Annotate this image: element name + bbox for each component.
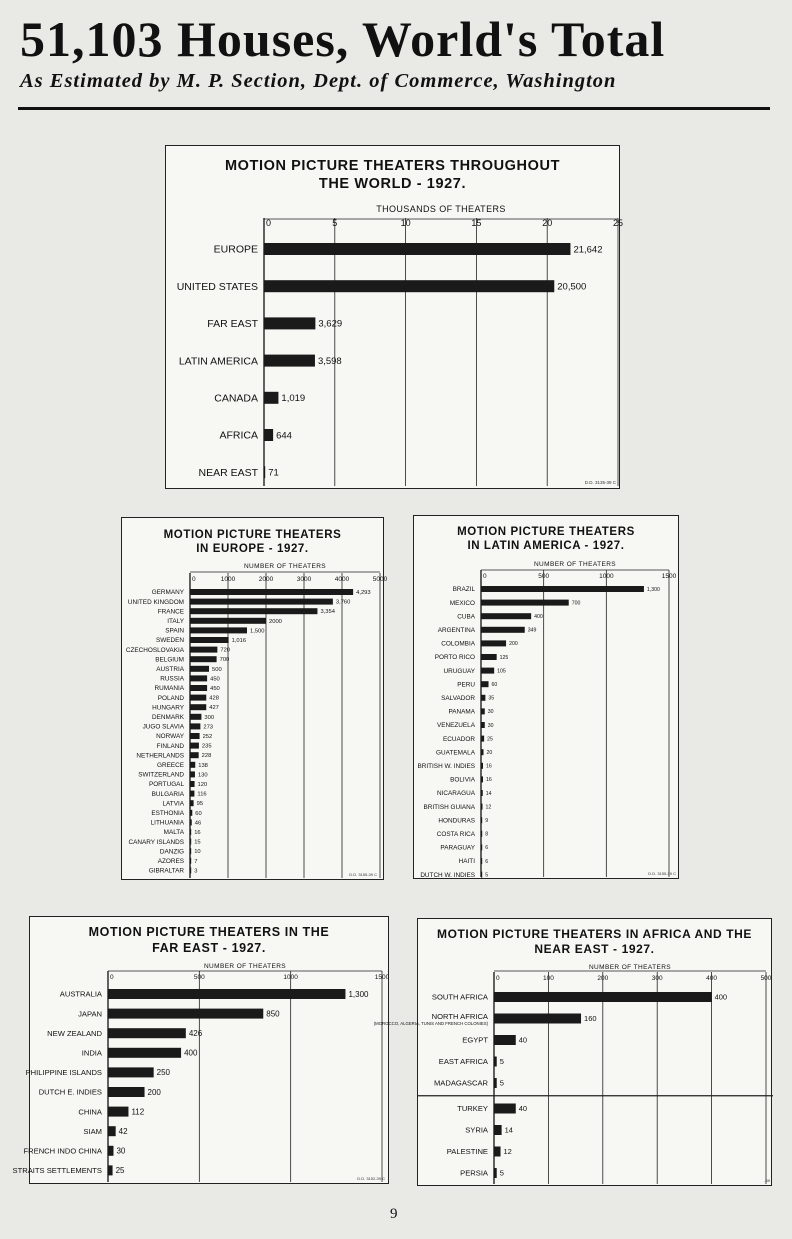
fareast-bar-dutch-e-indies — [108, 1087, 145, 1097]
africa-data-label: 40 — [518, 1104, 528, 1114]
africa-category-label: TURKEY — [457, 1104, 488, 1114]
europe-bar-rumania — [190, 685, 207, 691]
world-bar-latin-america — [264, 355, 315, 367]
europe-bar-gibraltar — [190, 867, 191, 873]
europe-data-label: 3,354 — [320, 609, 335, 616]
europe-bar-canary-islands — [190, 839, 191, 845]
world-data-label: 3,598 — [317, 355, 342, 367]
world-data-label: 20,500 — [557, 281, 587, 293]
latin-bar-mexico — [481, 600, 569, 606]
latin-bar-british-guiana — [481, 804, 483, 810]
fareast-data-label: 42 — [118, 1127, 128, 1136]
latin-bar-ecuador — [481, 736, 484, 742]
latin-data-label: 400 — [534, 614, 543, 621]
europe-tick-label: 2000 — [258, 576, 274, 583]
world-chart-plot — [166, 146, 624, 490]
africa-bar-syria — [494, 1125, 502, 1135]
latin-chart-plot — [414, 516, 680, 880]
latin-bar-colombia — [481, 640, 506, 646]
world-category-label: UNITED STATES — [176, 280, 258, 293]
header-rule — [18, 107, 770, 110]
latin-bar-british-w-indies — [481, 763, 483, 769]
latin-bar-honduras — [481, 817, 482, 823]
europe-data-label: 10 — [194, 849, 201, 856]
world-tick-label: 0 — [266, 218, 272, 228]
europe-category-label: CZECHOSLOVAKIA — [125, 646, 184, 654]
europe-category-label: POLAND — [157, 694, 184, 702]
europe-data-label: 7 — [194, 858, 198, 865]
latin-category-label: BRITISH W. INDIES — [417, 763, 475, 771]
latin-bar-peru — [481, 681, 489, 687]
africa-data-label: 5 — [499, 1168, 504, 1178]
europe-bar-france — [190, 608, 317, 614]
europe-category-label: BELGIUM — [155, 656, 184, 664]
latin-bar-brazil — [481, 586, 644, 592]
world-tick-label: 5 — [332, 218, 338, 228]
europe-tick-label: 0 — [192, 576, 196, 583]
latin-category-label: HONDURAS — [438, 817, 475, 825]
world-data-label: 3,629 — [318, 318, 343, 330]
latin-category-label: VENEZUELA — [436, 722, 475, 730]
europe-data-label: 95 — [196, 801, 204, 808]
world-footnote: D.D. 3135-39 C — [584, 480, 616, 485]
latin-data-label: 5 — [485, 872, 489, 879]
europe-category-label: UNITED KINGDOM — [127, 598, 184, 606]
europe-category-label: SWEDEN — [155, 637, 184, 645]
europe-category-label: GERMANY — [151, 589, 184, 597]
fareast-data-label: 250 — [156, 1068, 171, 1078]
fareast-category-label: SIAM — [83, 1126, 102, 1136]
fareast-bar-india — [108, 1048, 181, 1058]
world-tick-label: 25 — [612, 218, 624, 228]
latin-x-axis-label: NUMBER OF THEATERS — [533, 561, 617, 568]
latin-category-label: DUTCH W. INDIES — [420, 871, 475, 879]
latin-data-label: 16 — [486, 763, 492, 770]
europe-category-label: GIBRALTAR — [148, 867, 184, 875]
europe-category-label: SPAIN — [165, 627, 184, 635]
europe-tick-label: 3000 — [296, 576, 312, 583]
africa-footnote: -39 — [764, 1178, 770, 1183]
fareast-bar-french-indo-china — [108, 1146, 113, 1156]
world-title-line2: THE WORLD - 1927. — [318, 176, 467, 193]
europe-bar-spain — [190, 627, 247, 633]
europe-data-label: 450 — [210, 686, 220, 693]
africa-data-label: 160 — [584, 1014, 597, 1024]
europe-bar-azores — [190, 858, 191, 864]
latin-data-label: 60 — [491, 682, 498, 689]
europe-data-label: 4,293 — [356, 590, 371, 597]
africa-data-label: 400 — [714, 992, 728, 1002]
europe-data-label: 273 — [203, 724, 214, 731]
latin-data-label: 12 — [485, 804, 492, 811]
europe-category-label: RUSSIA — [160, 675, 184, 683]
europe-category-label: JUGO SLAVIA — [142, 723, 184, 731]
world-tick-label: 15 — [471, 218, 482, 228]
europe-x-axis-label: NUMBER OF THEATERS — [243, 563, 327, 570]
europe-bar-denmark — [190, 714, 201, 720]
latin-data-label: 30 — [487, 722, 494, 729]
europe-title-line2: IN EUROPE - 1927. — [196, 543, 309, 556]
africa-category-label: NORTH AFRICA — [431, 1012, 488, 1022]
europe-bar-bulgaria — [190, 791, 194, 797]
europe-category-label: FRANCE — [157, 608, 184, 616]
africa-title-line2: NEAR EAST - 1927. — [534, 942, 655, 956]
europe-data-label: 450 — [210, 676, 220, 683]
fareast-category-label: DUTCH E. INDIES — [38, 1087, 102, 1097]
latin-data-label: 35 — [488, 695, 495, 702]
world-tick-label: 20 — [542, 218, 553, 228]
europe-title-line1: MOTION PICTURE THEATERS — [163, 529, 342, 541]
europe-theaters-chart — [121, 517, 388, 880]
europe-data-label: 252 — [202, 734, 213, 741]
latin-title-line1: MOTION PICTURE THEATERS — [457, 526, 635, 538]
latin-category-label: BRAZIL — [452, 586, 475, 594]
latin-data-label: 9 — [485, 818, 489, 825]
latin-bar-porto-rico — [481, 654, 497, 660]
world-bar-united-states — [264, 280, 554, 292]
africa-bar-persia — [494, 1168, 497, 1178]
latin-data-label: 6 — [485, 858, 489, 865]
page-number: 9 — [390, 1206, 398, 1222]
fareast-tick-label: 1500 — [374, 974, 390, 981]
latin-category-label: HAITI — [458, 858, 475, 866]
latin-category-label: SALVADOR — [441, 695, 475, 703]
world-category-label: NEAR EAST — [198, 466, 258, 479]
world-bar-africa — [264, 429, 273, 441]
latin-data-label: 105 — [497, 668, 506, 675]
fareast-chart-plot — [12, 917, 390, 1185]
far-east-theaters-chart — [12, 916, 390, 1184]
latin-bar-guatemala — [481, 749, 484, 755]
europe-bar-lithuania — [190, 819, 192, 825]
fareast-category-label: CHINA — [78, 1107, 102, 1117]
africa-category-label: SYRIA — [465, 1125, 488, 1135]
latin-category-label: NICARAGUA — [437, 790, 475, 798]
world-category-label: EUROPE — [213, 243, 258, 256]
europe-bar-austria — [190, 666, 209, 672]
page-headline: 51,103 Houses, World's Total — [20, 11, 666, 67]
world-bar-canada — [264, 392, 278, 404]
europe-category-label: HUNGARY — [152, 704, 184, 712]
latin-data-label: 6 — [485, 845, 489, 852]
fareast-data-label: 200 — [147, 1087, 161, 1097]
europe-category-label: ESTHONIA — [151, 810, 184, 818]
fareast-category-label: PHILIPPINE ISLANDS — [25, 1068, 102, 1078]
world-category-label: CANADA — [214, 392, 258, 405]
africa-bar-north-africa — [494, 1014, 581, 1024]
fareast-category-label: STRAITS SETTLEMENTS — [12, 1166, 102, 1176]
europe-footnote: D.D. 3155-39 C — [349, 872, 377, 877]
europe-chart-plot — [122, 518, 388, 881]
africa-bar-madagascar — [494, 1078, 497, 1088]
world-category-label: FAR EAST — [207, 318, 258, 331]
africa-data-label: 14 — [504, 1125, 513, 1135]
latin-category-label: ECUADOR — [443, 735, 475, 743]
europe-bar-russia — [190, 675, 207, 681]
europe-data-label: 60 — [195, 810, 202, 817]
latin-title-line2: IN LATIN AMERICA - 1927. — [467, 540, 625, 553]
latin-bar-uruguay — [481, 668, 494, 674]
africa-bar-egypt — [494, 1035, 516, 1045]
world-data-label: 21,642 — [573, 244, 603, 256]
europe-bar-switzerland — [190, 771, 195, 777]
world-data-label: 71 — [268, 467, 279, 479]
europe-data-label: 1,500 — [250, 628, 265, 635]
europe-category-label: RUMANIA — [154, 685, 184, 693]
world-bar-europe — [264, 243, 570, 255]
europe-category-label: SWITZERLAND — [138, 771, 184, 779]
europe-bar-portugal — [190, 781, 195, 787]
europe-category-label: AUSTRIA — [156, 666, 184, 674]
fareast-footnote: D.D. 3152-39 C — [357, 1176, 385, 1181]
latin-category-label: PANAMA — [448, 708, 475, 716]
latin-data-label: 125 — [499, 654, 509, 661]
latin-category-label: PARAGUAY — [440, 844, 475, 852]
europe-bar-danzig — [190, 848, 191, 854]
europe-data-label: 116 — [197, 791, 207, 798]
fareast-data-label: 426 — [188, 1029, 203, 1038]
europe-bar-united-kingdom — [190, 599, 333, 605]
europe-data-label: 1,016 — [231, 638, 247, 645]
europe-data-label: 700 — [219, 657, 230, 664]
world-data-label: 644 — [276, 430, 292, 442]
latin-data-label: 700 — [571, 600, 581, 607]
latin-bar-paraguay — [481, 844, 482, 850]
fareast-category-label: FRENCH INDO CHINA — [23, 1146, 102, 1156]
europe-data-label: 228 — [201, 753, 212, 760]
page-subheadline: As Estimated by M. P. Section, Dept. of Commerce, Washington — [20, 70, 617, 92]
fareast-tick-label: 0 — [110, 974, 114, 981]
latin-footnote: D.D. 3155-39 C — [648, 871, 676, 876]
fareast-data-label: 112 — [131, 1107, 145, 1117]
latin-category-label: CUBA — [457, 613, 475, 621]
europe-category-label: DANZIG — [159, 848, 184, 856]
europe-data-label: 46 — [194, 820, 202, 827]
latin-bar-venezuela — [481, 722, 485, 728]
latin-category-label: COLOMBIA — [441, 640, 475, 648]
europe-bar-norway — [190, 733, 200, 739]
world-tick-label: 10 — [400, 218, 411, 228]
latin-bar-costa-rica — [481, 831, 482, 837]
africa-category-note: (MOROCCO, ALGERIA, TUNIS AND FRENCH COLONIES) — [373, 1021, 488, 1026]
latin-category-label: GUATEMALA — [436, 749, 475, 757]
europe-bar-poland — [190, 695, 206, 701]
africa-tick-label: 200 — [597, 975, 609, 982]
africa-category-label: EAST AFRICA — [438, 1057, 488, 1067]
fareast-category-label: JAPAN — [78, 1009, 102, 1019]
world-data-label: 1,019 — [281, 393, 306, 405]
europe-data-label: 16 — [194, 830, 201, 837]
europe-category-label: AZORES — [157, 858, 184, 866]
europe-data-label: 500 — [212, 666, 222, 673]
europe-tick-label: 1000 — [220, 576, 236, 583]
world-title-line1: MOTION PICTURE THEATERS THROUGHOUT — [224, 158, 561, 174]
europe-category-label: DENMARK — [152, 714, 184, 722]
fareast-bar-japan — [108, 1009, 263, 1019]
africa-title-line1: MOTION PICTURE THEATERS IN AFRICA AND THE — [436, 927, 753, 941]
europe-bar-belgium — [190, 656, 217, 662]
europe-data-label: 2000 — [269, 618, 282, 625]
europe-category-label: CANARY ISLANDS — [128, 838, 184, 846]
latin-data-label: 20 — [486, 750, 493, 757]
latin-bar-nicaragua — [481, 790, 483, 796]
latin-category-label: PERU — [457, 681, 475, 689]
europe-tick-label: 4000 — [334, 576, 350, 583]
fareast-data-label: 1,300 — [348, 989, 369, 999]
latin-category-label: MEXICO — [449, 599, 475, 607]
world-bar-far-east — [264, 317, 315, 329]
latin-category-label: BOLIVIA — [450, 776, 475, 784]
latin-bar-salvador — [481, 695, 485, 701]
latin-data-label: 25 — [487, 736, 493, 743]
world-x-axis-label: THOUSANDS OF THEATERS — [376, 204, 506, 214]
africa-data-label: 5 — [499, 1078, 504, 1088]
europe-data-label: 3,760 — [335, 599, 351, 606]
africa-tick-label: 0 — [496, 975, 500, 982]
europe-data-label: 300 — [204, 714, 215, 721]
europe-category-label: PORTUGAL — [148, 781, 184, 789]
africa-tick-label: 100 — [542, 975, 554, 982]
world-bar-near-east — [264, 466, 265, 478]
africa-tick-label: 300 — [651, 975, 663, 982]
latin-bar-haiti — [481, 858, 482, 864]
europe-category-label: ITALY — [167, 618, 184, 626]
latin-category-label: COSTA RICA — [436, 831, 475, 839]
latin-tick-label: 1500 — [661, 573, 677, 580]
fareast-tick-label: 1000 — [283, 974, 298, 981]
europe-bar-netherlands — [190, 752, 199, 758]
europe-bar-finland — [190, 743, 199, 749]
fareast-data-label: 850 — [266, 1009, 280, 1019]
world-category-label: LATIN AMERICA — [178, 355, 258, 368]
latin-tick-label: 500 — [538, 573, 550, 580]
europe-bar-jugo-slavia — [190, 723, 200, 729]
fareast-title-line2: FAR EAST - 1927. — [152, 940, 266, 955]
latin-data-label: 30 — [487, 709, 494, 716]
fareast-data-label: 400 — [184, 1048, 198, 1058]
latin-data-label: 349 — [527, 627, 537, 634]
europe-bar-czechoslovakia — [190, 647, 217, 653]
latin-data-label: 1,300 — [646, 586, 660, 593]
africa-category-label: SOUTH AFRICA — [431, 992, 488, 1002]
fareast-category-label: INDIA — [81, 1048, 102, 1058]
europe-tick-label: 5000 — [372, 576, 388, 583]
europe-bar-malta — [190, 829, 191, 835]
latin-bar-cuba — [481, 613, 531, 619]
fareast-data-label: 25 — [115, 1166, 125, 1176]
europe-category-label: BULGARIA — [151, 790, 184, 798]
africa-category-label: EGYPT — [462, 1035, 488, 1045]
fareast-bar-philippine-islands — [108, 1067, 154, 1077]
europe-data-label: 427 — [209, 705, 219, 712]
latin-category-label: URUGUAY — [443, 667, 475, 675]
fareast-category-label: AUSTRALIA — [59, 989, 102, 999]
europe-bar-esthonia — [190, 810, 192, 816]
latin-bar-dutch-w-indies — [481, 872, 482, 878]
europe-category-label: GREECE — [157, 762, 184, 770]
fareast-data-label: 30 — [116, 1146, 126, 1156]
europe-data-label: 15 — [194, 839, 201, 846]
europe-category-label: LITHUANIA — [150, 819, 184, 827]
africa-bar-palestine — [494, 1147, 501, 1157]
europe-bar-germany — [190, 589, 353, 595]
africa-tick-label: 500 — [760, 975, 772, 982]
africa-bar-south-africa — [494, 992, 712, 1002]
europe-category-label: MALTA — [163, 829, 184, 837]
europe-category-label: NETHERLANDS — [136, 752, 184, 760]
europe-bar-italy — [190, 618, 266, 624]
latin-tick-label: 1000 — [599, 573, 614, 580]
europe-bar-sweden — [190, 637, 229, 643]
fareast-bar-siam — [108, 1126, 116, 1136]
latin-bar-bolivia — [481, 776, 483, 782]
latin-data-label: 14 — [485, 790, 492, 797]
europe-bar-hungary — [190, 704, 206, 710]
europe-category-label: NORWAY — [156, 733, 184, 741]
europe-data-label: 120 — [197, 782, 208, 789]
africa-data-label: 12 — [503, 1147, 512, 1157]
fareast-tick-label: 500 — [193, 974, 205, 981]
europe-category-label: FINLAND — [156, 742, 184, 750]
europe-data-label: 3 — [194, 868, 198, 875]
latin-tick-label: 0 — [483, 573, 487, 580]
latin-category-label: PORTO RICO — [434, 654, 475, 662]
latin-bar-panama — [481, 708, 485, 714]
fareast-category-label: NEW ZEALAND — [47, 1028, 102, 1038]
africa-tick-label: 400 — [706, 975, 718, 982]
africa-bar-east-africa — [494, 1057, 497, 1067]
europe-data-label: 235 — [201, 743, 212, 750]
fareast-x-axis-label: NUMBER OF THEATERS — [203, 963, 287, 970]
africa-category-label: PERSIA — [460, 1168, 488, 1178]
latin-category-label: ARGENTINA — [437, 627, 475, 635]
europe-data-label: 138 — [198, 762, 208, 769]
africa-category-label: MADAGASCAR — [433, 1078, 488, 1088]
europe-data-label: 720 — [220, 647, 231, 654]
fareast-bar-straits-settlements — [108, 1165, 113, 1175]
latin-america-theaters-chart — [413, 515, 679, 879]
europe-bar-latvia — [190, 800, 194, 806]
latin-data-label: 200 — [509, 641, 518, 648]
africa-data-label: 5 — [499, 1057, 504, 1067]
world-theaters-chart — [165, 145, 624, 489]
latin-category-label: BRITISH GUIANA — [423, 803, 475, 811]
latin-bar-argentina — [481, 627, 525, 633]
europe-bar-greece — [190, 762, 195, 768]
africa-data-label: 40 — [518, 1035, 528, 1045]
africa-bar-turkey — [494, 1104, 516, 1114]
fareast-title-line1: MOTION PICTURE THEATERS IN THE — [88, 925, 330, 939]
fareast-bar-australia — [108, 989, 345, 999]
africa-category-label: PALESTINE — [446, 1147, 488, 1157]
latin-data-label: 16 — [486, 777, 492, 784]
europe-data-label: 428 — [209, 695, 219, 702]
world-category-label: AFRICA — [219, 429, 258, 442]
fareast-bar-new-zealand — [108, 1028, 186, 1038]
africa-x-axis-label: NUMBER OF THEATERS — [588, 964, 672, 971]
europe-data-label: 130 — [197, 772, 208, 779]
europe-category-label: LATVIA — [162, 800, 184, 808]
latin-data-label: 8 — [485, 831, 489, 838]
fareast-bar-china — [108, 1107, 128, 1117]
